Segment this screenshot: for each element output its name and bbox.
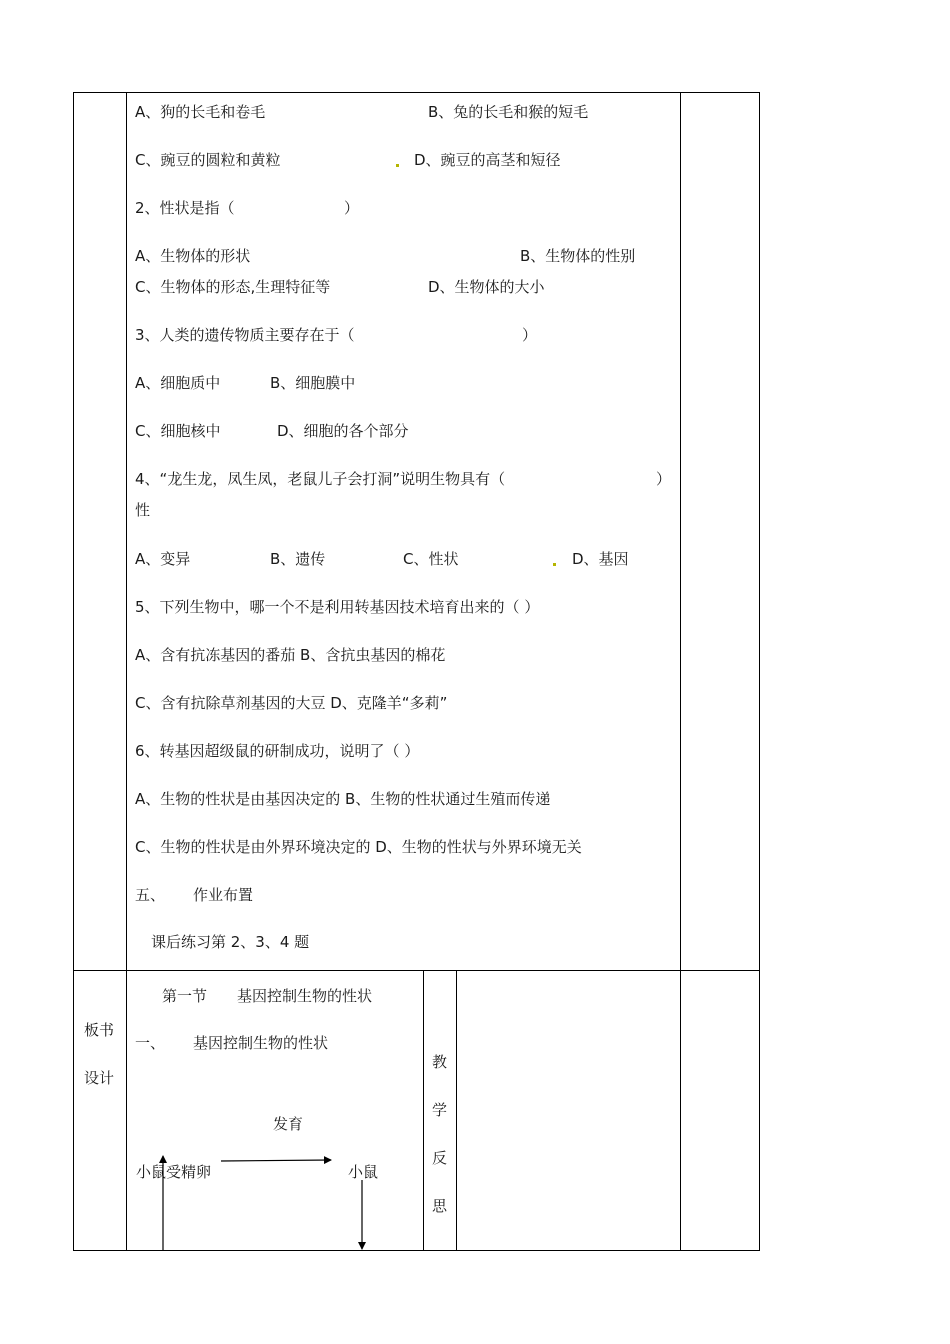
q3-close: ） (522, 326, 538, 344)
reflection-char-3: 反 (432, 1149, 448, 1167)
marker-dot (396, 164, 399, 167)
q4-option-a: A、变异 (135, 550, 191, 568)
q3-option-c: C、细胞核中 (135, 422, 221, 440)
table-border-left (73, 92, 74, 1251)
reflection-char-4: 思 (432, 1197, 448, 1215)
table-border-right (759, 92, 760, 1251)
diagram-arrow-right (221, 1160, 331, 1161)
q3-stem: 3、人类的遗传物质主要存在于（ (135, 326, 355, 344)
reflection-col-right (456, 970, 457, 1251)
board-section-title: 基因控制生物的性状 (237, 987, 373, 1005)
q5-options-cd: C、含有抗除草剂基因的大豆 D、克隆羊“多莉” (135, 694, 448, 712)
board-section-number: 第一节 (162, 987, 208, 1005)
q1-option-b: B、兔的长毛和猴的短毛 (428, 103, 589, 121)
q4-close: ） (656, 470, 672, 488)
q2-option-c: C、生物体的形态,生理特征等 (135, 278, 331, 296)
q4-stem-cont: 性 (135, 501, 151, 519)
table-col-divider-2 (680, 92, 681, 1251)
q4-option-b: B、遗传 (270, 550, 326, 568)
table-divider-row (73, 970, 760, 971)
table-border-bottom (73, 1250, 760, 1251)
diagram-left-node: 小鼠受精卵 (136, 1163, 212, 1181)
q2-option-d: D、生物体的大小 (428, 278, 545, 296)
q2-option-b: B、生物体的性别 (520, 247, 636, 265)
q1-option-c: C、豌豆的圆粒和黄粒 (135, 151, 281, 169)
q1-option-d: D、豌豆的高茎和短径 (414, 151, 561, 169)
board-point-title: 基因控制生物的性状 (193, 1034, 329, 1052)
q5-stem: 5、下列生物中，哪一个不是利用转基因技术培育出来的（ ） (135, 598, 540, 616)
table-border-top (73, 92, 760, 93)
q4-option-c: C、性状 (403, 550, 459, 568)
diagram-develop-label: 发育 (273, 1115, 304, 1133)
diagram-right-node: 小鼠 (348, 1163, 379, 1181)
marker-dot (553, 563, 556, 566)
homework-heading: 作业布置 (193, 886, 254, 904)
q3-option-b: B、细胞膜中 (270, 374, 356, 392)
reflection-char-2: 学 (432, 1101, 448, 1119)
reflection-col-left (423, 970, 424, 1251)
q1-option-a: A、狗的长毛和卷毛 (135, 103, 266, 121)
homework-content: 课后练习第 2、3、4 题 (151, 933, 310, 951)
table-col-divider-1 (126, 92, 127, 1251)
q6-options-ab: A、生物的性状是由基因决定的 B、生物的性状通过生殖而传递 (135, 790, 551, 808)
homework-number: 五、 (135, 886, 166, 904)
q5-options-ab: A、含有抗冻基因的番茄 B、含抗虫基因的棉花 (135, 646, 446, 664)
reflection-char-1: 教 (432, 1053, 448, 1071)
q4-stem: 4、“龙生龙，凤生凤，老鼠儿子会打洞”说明生物具有（ (135, 470, 506, 488)
q2-option-a: A、生物体的形状 (135, 247, 251, 265)
q4-option-d: D、基因 (572, 550, 629, 568)
board-label-line1: 板书 (84, 1021, 115, 1039)
board-label-line2: 设计 (84, 1069, 115, 1087)
q2-stem: 2、性状是指（ (135, 199, 235, 217)
q3-option-a: A、细胞质中 (135, 374, 221, 392)
q6-stem: 6、转基因超级鼠的研制成功，说明了（ ） (135, 742, 420, 760)
q2-close: ） (344, 199, 360, 217)
q3-option-d: D、细胞的各个部分 (277, 422, 409, 440)
q6-options-cd: C、生物的性状是由外界环境决定的 D、生物的性状与外界环境无关 (135, 838, 582, 856)
board-point-number: 一、 (135, 1034, 166, 1052)
